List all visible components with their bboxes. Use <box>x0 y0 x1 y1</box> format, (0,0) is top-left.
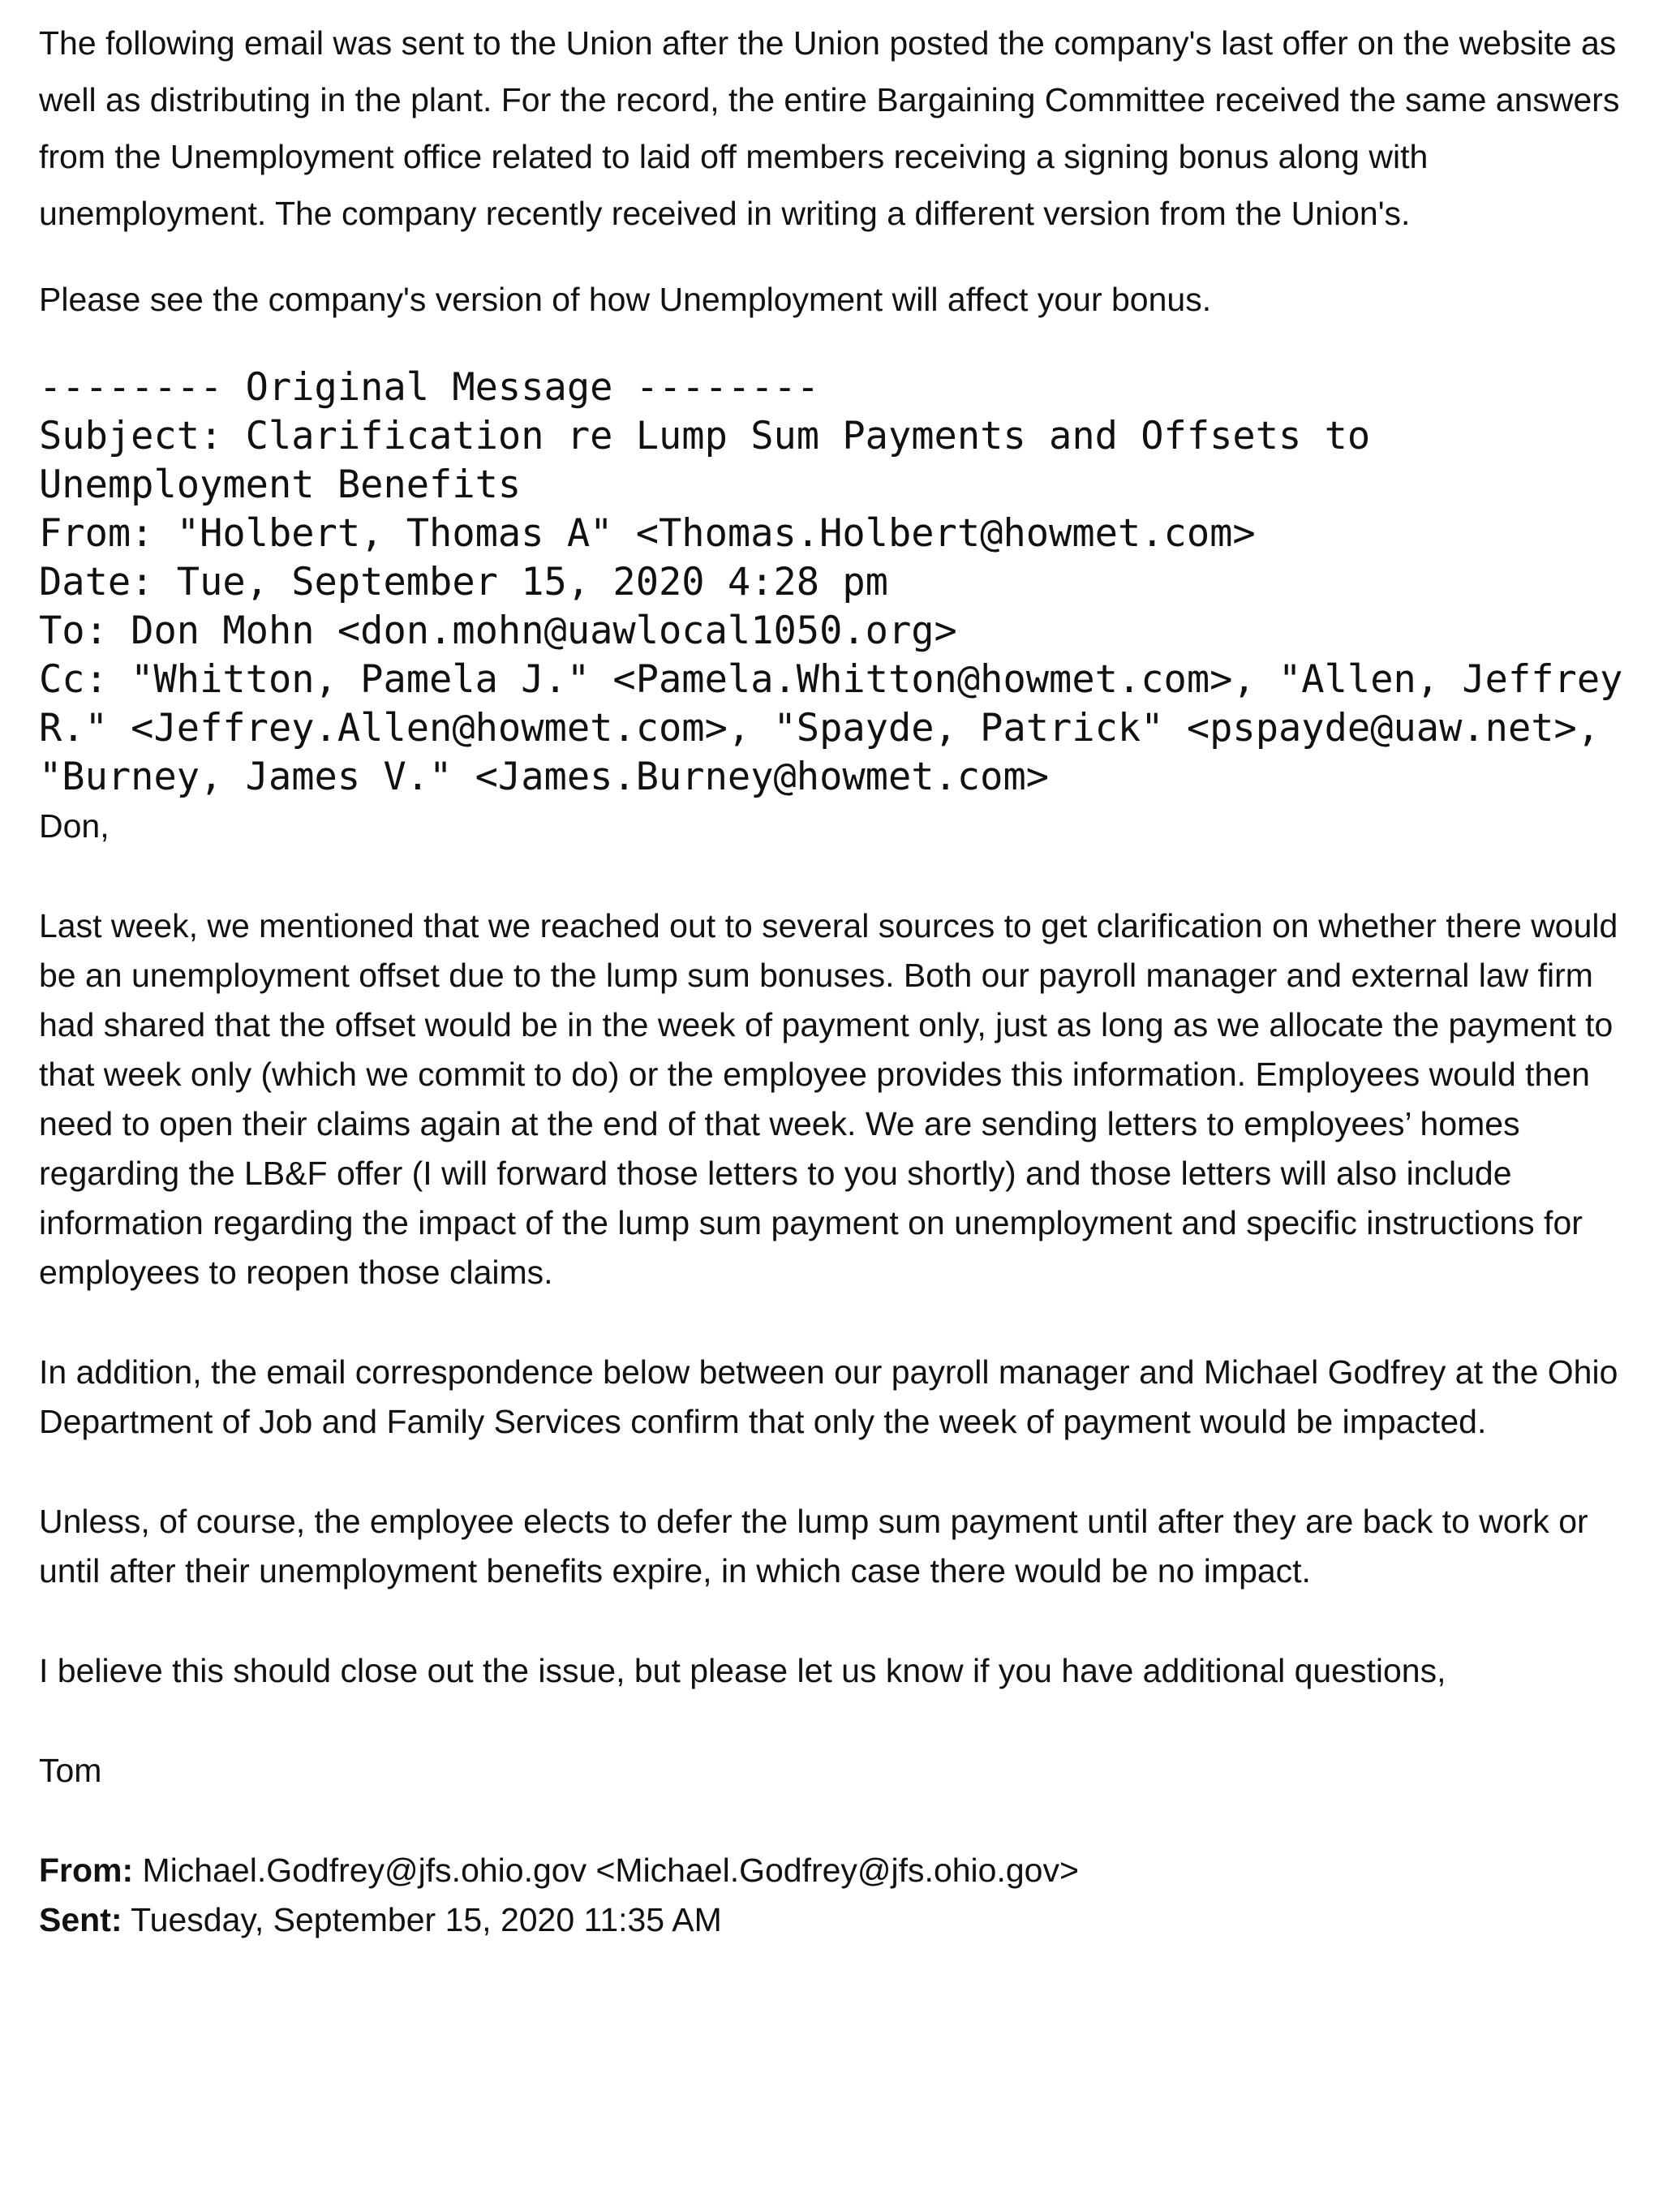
original-message-header <box>39 363 1653 802</box>
message-separator: -------- Original Message -------- <box>39 365 820 410</box>
email-body <box>39 802 1653 1796</box>
forwarded-sent-label: Sent: <box>39 1901 122 1938</box>
forwarded-from <box>39 1846 1653 1895</box>
email-paragraph: Unless, of course, the employee elects to defer the lump sum payment until after they are back to work or until after their unemployment benefits expire, in which case there would be no impact. <box>39 1503 1588 1589</box>
forwarded-sent <box>39 1895 1653 1945</box>
document-page <box>39 15 1653 1945</box>
message-date: Date: Tue, September 15, 2020 4:28 pm <box>39 560 888 604</box>
message-to: To: Don Mohn <don.mohn@uawlocal1050.org> <box>39 609 957 653</box>
message-cc: Cc: "Whitton, Pamela J." <Pamela.Whitton@howmet.com>, "Allen, Jeffrey R." <Jeffrey.Allen@howmet.com>, "Spayde, Patrick" <pspayde@uaw.net>, "Burney, James V." <James.Burney@howmet.com> <box>39 657 1646 799</box>
message-subject: Subject: Clarification re Lump Sum Payments and Offsets to Unemployment Benefits <box>39 414 1394 507</box>
email-signature: Tom <box>39 1752 102 1789</box>
forwarded-sent-value: Tuesday, September 15, 2020 11:35 AM <box>122 1901 722 1938</box>
message-from: From: "Holbert, Thomas A" <Thomas.Holbert@howmet.com> <box>39 511 1256 556</box>
email-greeting: Don, <box>39 807 110 845</box>
email-paragraph: In addition, the email correspondence below between our payroll manager and Michael Godfrey at the Ohio Department of Job and Family Services confirm that only the week of payment would be impacted. <box>39 1353 1618 1440</box>
forwarded-from-value: Michael.Godfrey@jfs.ohio.gov <Michael.Godfrey@jfs.ohio.gov> <box>133 1852 1079 1889</box>
forwarded-header <box>39 1846 1653 1945</box>
intro-paragraph: The following email was sent to the Union after the Union posted the company's last offer on the website as well as distributing in the plant. For the record, the entire Bargaining Committee received the same answers from the Unemployment office related to laid off members receiving a signing bonus along with unemployment. The company recently received in writing a different version from the Union's. <box>39 24 1620 232</box>
intro-paragraph: Please see the company's version of how Unemployment will affect your bonus. <box>39 281 1212 318</box>
forwarded-from-label: From: <box>39 1852 134 1889</box>
intro-section <box>39 15 1653 328</box>
email-paragraph: I believe this should close out the issue, but please let us know if you have additional questions, <box>39 1652 1446 1689</box>
email-paragraph: Last week, we mentioned that we reached out to several sources to get clarification on whether there would be an unemployment offset due to the lump sum bonuses. Both our payroll manager and external law firm had shared that the offset would be in the week of payment only, just as long as we allocate the payment to that week only (which we commit to do) or the employee provides this information. Employees would then need to open their claims again at the end of that week. We are sending letters to employees’ homes regarding the LB&F offer (I will forward those letters to you shortly) and those letters will also include information regarding the impact of the lump sum payment on unemployment and specific instructions for employees to reopen those claims. <box>39 907 1618 1291</box>
